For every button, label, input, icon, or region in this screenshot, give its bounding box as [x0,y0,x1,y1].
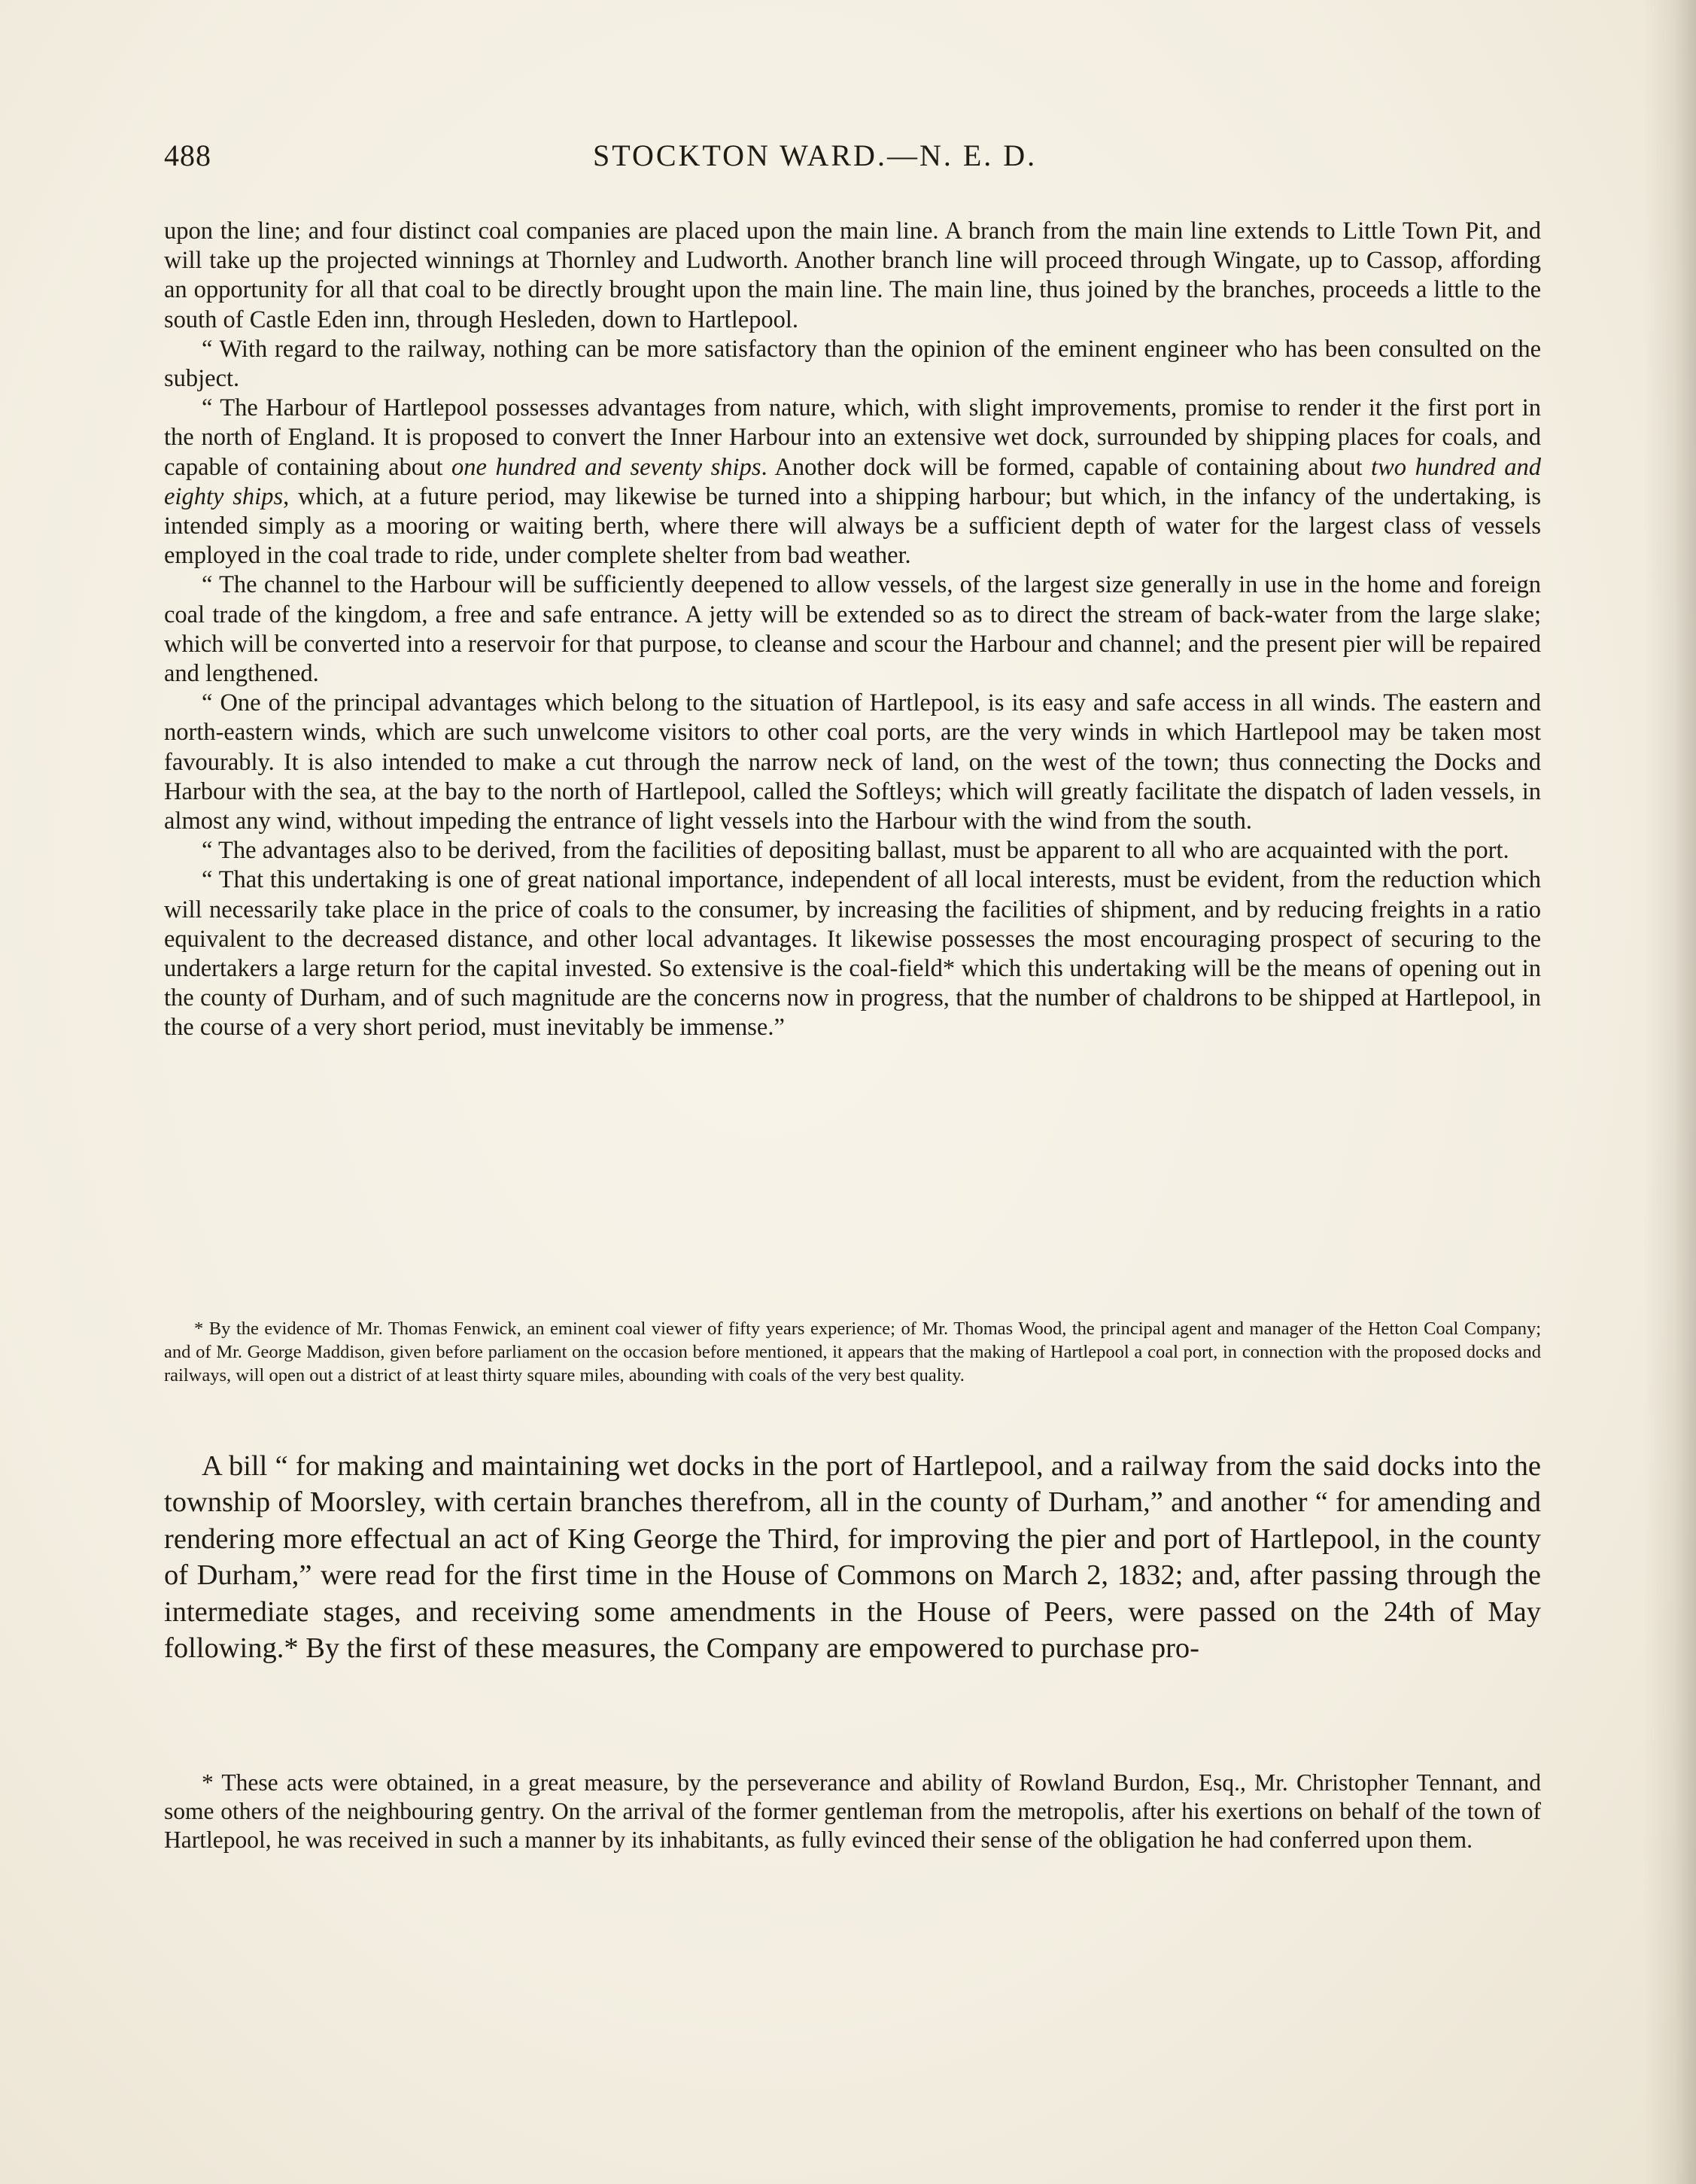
quote-paragraph-5: “ One of the principal advantages which belong to the situation of Hartlepool, is its easy and safe access in all winds. The eastern and north-eastern winds, which are such unwelcome visitors to other coal ports, are the very winds in which Hartlepool may be taken most favourably. It is also intended to make a cut through the narrow neck of land, on the west of the town; thus connecting the Docks and Harbour with the sea, at the bay to the north of Hartlepool, called the Softleys; which will greatly facilitate the dispatch of laden vessels, in almost any wind, without impeding the entrance of light vessels into the Harbour with the wind from the south. [164,689,1541,835]
quote-paragraph-3: “ The Harbour of Hartlepool possesses advantages from nature, which, with slight improvements, promise to render it the first port in the north of England. It is proposed to convert the Inner Harbour into an extensive wet dock, surrounded by shipping places for coals, and capable of containing about one hundred and seventy ships. Another dock will be formed, capable of containing about two hundred and eighty ships, which, at a future period, may likewise be turned into a shipping harbour; but which, in the infancy of the undertaking, is intended simply as a mooring or waiting berth, where there will always be a sufficient depth of water for the largest class of vessels employed in the coal trade to ride, under complete shelter from bad weather. [164,394,1542,570]
page-number: 488 [164,138,211,172]
main-body-text [164,1448,1541,1666]
quoted-prospectus [164,217,1541,1043]
quote-paragraph-2: “ With regard to the railway, nothing can be more satisfactory than the opinion of the eminent engineer who has been consulted on the subject. [164,335,1541,393]
footnote-1-text: * By the evidence of Mr. Thomas Fenwick, an eminent coal viewer of fifty years experience; of Mr. Thomas Wood, the principal agent and manager of the Hetton Coal Company; and of Mr. George Maddison, given before parliament on the occasion before mentioned, it appears that the making of Hartlepool a coal port, in connection with the proposed docks and railways, will open out a district of at least thirty square miles, abounding with coals of the very best quality. [164,1319,1541,1386]
italic-phrase: two hundred and eighty ships [164,453,1542,510]
quote-paragraph-1: upon the line; and four distinct coal companies are placed upon the main line. A branch from the main line extends to Little Town Pit, and will take up the projected winnings at Thornley and Ludworth. Another branch line will proceed through Wingate, up to Cassop, affording an opportunity for all that coal to be directly brought upon the main line. The main line, thus joined by the branches, proceeds a little to the south of Castle Eden inn, through Hesleden, down to Hartlepool. [164,217,1541,333]
footnote-coal-field [164,1317,1541,1387]
running-head: STOCKTON WARD.—N. E. D. [593,138,1038,172]
page-header [164,138,1541,183]
main-paragraph: A bill “ for making and maintaining wet docks in the port of Hartlepool, and a railway from the said docks into the township of Moorsley, with certain branches therefrom, all in the county of Durham,” and another “ for amending and rendering more effectual an act of King George the Third, for improving the pier and port of Hartlepool, in the county of Durham,” were read for the first time in the House of Commons on March 2, 1832; and, after passing through the intermediate stages, and receiving some amendments in the House of Peers, were passed on the 24th of May following.* By the first of these measures, the Company are empowered to purchase pro- [164,1450,1541,1665]
quote-paragraph-7: “ That this undertaking is one of great national importance, independent of all local interests, must be evident, from the reduction which will necessarily take place in the price of coals to the consumer, by increasing the facilities of shipment, and by reducing freights in a ratio equivalent to the decreased distance, and other local advantages. It likewise possesses the most encouraging prospect of securing to the undertakers a large return for the capital invested. So extensive is the coal-field* which this undertaking will be the means of opening out in the county of Durham, and of such magnitude are the concerns now in progress, that the number of chaldrons to be shipped at Hartlepool, in the course of a very short period, must inevitably be immense.” [164,866,1541,1042]
page-gutter-shadow [1643,0,1696,2184]
footnote-2-text: * These acts were obtained, in a great measure, by the perseverance and ability of Rowland Burdon, Esq., Mr. Christopher Tennant, and some others of the neighbouring gentry. On the arrival of the former gentleman from the metropolis, after his exertions on behalf of the town of Hartlepool, he was received in such a manner by its inhabitants, as fully evinced their sense of the obligation he had conferred upon them. [164,1769,1541,1853]
quote-paragraph-6: “ The advantages also to be derived, from the facilities of depositing ballast, must be apparent to all who are acquainted with the port. [202,837,1509,865]
italic-phrase: one hundred and seventy ships [451,453,761,481]
footnote-acts [164,1769,1541,1854]
quote-paragraph-4: “ The channel to the Harbour will be sufficiently deepened to allow vessels, of the largest size generally in use in the home and foreign coal trade of the kingdom, a free and safe entrance. A jetty will be extended so as to direct the stream of back-water from the large slake; which will be converted into a reservoir for that purpose, to cleanse and scour the Harbour and channel; and the present pier will be repaired and lengthened. [164,571,1541,688]
